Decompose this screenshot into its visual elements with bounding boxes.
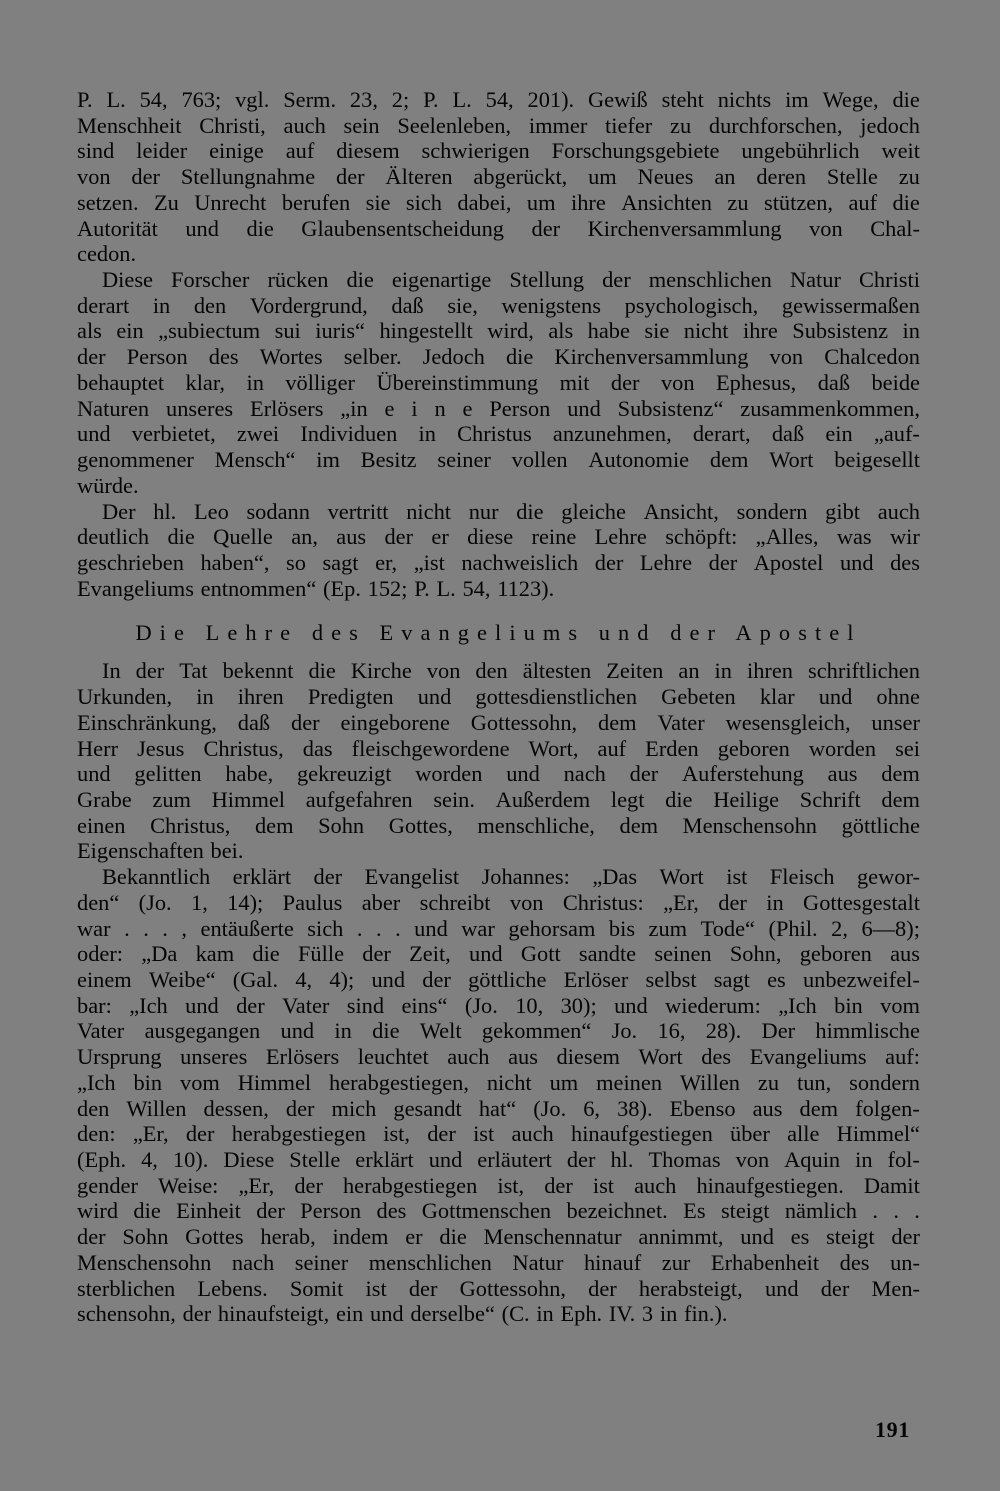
text-line: derart in den Vordergrund, daß sie, wenigstens psychologisch, gewissermaßen <box>77 292 920 318</box>
section-heading: Die Lehre des Evangeliums und der Apostel <box>135 620 862 646</box>
text-line: der Person des Wortes selber. Jedoch die Kirchenversammlung von Chalcedon <box>77 344 920 370</box>
page-number: 191 <box>875 1417 910 1442</box>
text-line: Evangeliums entnommen“ (Ep. 152; P. L. 54, 1123). <box>77 575 555 601</box>
text-line: Ursprung unseres Erlösers leuchtet auch aus diesem Wort des Evangeliums auf: <box>77 1044 920 1070</box>
text-line: cedon. <box>77 241 137 267</box>
text-line: und gelitten habe, gekreuzigt worden und nach der Auferstehung aus dem <box>77 761 920 787</box>
text-line: den“ (Jo. 1, 14); Paulus aber schreibt von Christus: „Er, der in Gottesgestalt <box>77 889 920 915</box>
paragraph <box>77 864 920 1327</box>
text-line: Autorität und die Glaubensentscheidung der Kirchenversammlung von Chal- <box>77 215 920 241</box>
paragraph <box>77 499 920 602</box>
text-line: genommener Mensch“ im Besitz seiner vollen Autonomie dem Wort beigesellt <box>77 447 920 473</box>
text-line: einen Christus, dem Sohn Gottes, menschliche, dem Menschensohn göttliche <box>77 812 920 838</box>
text-line: Der hl. Leo sodann vertritt nicht nur die gleiche Ansicht, sondern gibt auch <box>102 498 920 524</box>
text-line: behauptet klar, in völliger Übereinstimmung mit der von Ephesus, daß beide <box>77 369 920 395</box>
text-line: und verbietet, zwei Individuen in Christus anzunehmen, derart, daß ein „auf- <box>77 421 920 447</box>
text-line: setzen. Zu Unrecht berufen sie sich dabei, um ihre Ansichten zu stützen, auf die <box>77 189 920 215</box>
text-line: Vater ausgegangen und in die Welt gekommen“ Jo. 16, 28). Der himmlische <box>77 1018 920 1044</box>
text-line: den Willen dessen, der mich gesandt hat“ (Jo. 6, 38). Ebenso aus dem folgen- <box>77 1095 920 1121</box>
text-line: Urkunden, in ihren Predigten und gottesdienstlichen Gebeten klar und ohne <box>77 684 920 710</box>
text-line: Bekanntlich erklärt der Evangelist Johannes: „Das Wort ist Fleisch gewor- <box>102 864 920 890</box>
text-line: Menschensohn nach seiner menschlichen Natur hinauf zur Erhabenheit des un- <box>77 1249 920 1275</box>
paragraph <box>77 267 920 498</box>
text-line: (Eph. 4, 10). Diese Stelle erklärt und erläutert der hl. Thomas von Aquin in fol- <box>77 1147 920 1173</box>
text-line: geschrieben haben“, so sagt er, „ist nachweislich der Lehre der Apostel und des <box>77 549 920 575</box>
text-line: In der Tat bekennt die Kirche von den ältesten Zeiten an in ihren schriftlichen <box>102 658 920 684</box>
text-line: wird die Einheit der Person des Gottmenschen bezeichnet. Es steigt nämlich . . . <box>77 1198 920 1224</box>
text-line: sterblichen Lebens. Somit ist der Gottessohn, der herabsteigt, und der Men- <box>77 1275 920 1301</box>
text-line: Eigenschaften bei. <box>77 838 244 864</box>
text-line: einem Weibe“ (Gal. 4, 4); und der göttliche Erlöser selbst sagt es unbezweifel- <box>77 967 920 992</box>
text-line: der Sohn Gottes herab, indem er die Menschennatur annimmt, und es steigt der <box>77 1224 920 1250</box>
text-line: „Ich bin vom Himmel herabgestiegen, nicht um meinen Willen zu tun, sondern <box>77 1069 920 1095</box>
text-line: von der Stellungnahme der Älteren abgerückt, um Neues an deren Stelle zu <box>77 164 920 190</box>
text-line: würde. <box>77 472 139 498</box>
text-line: Menschheit Christi, auch sein Seelenleben, immer tiefer zu durchforschen, jedoch <box>77 112 920 138</box>
text-line: oder: „Da kam die Fülle der Zeit, und Gott sandte seinen Sohn, geboren aus <box>77 941 920 967</box>
text-line: Herr Jesus Christus, das fleischgewordene Wort, auf Erden geboren worden sei <box>77 735 920 761</box>
text-line: war . . . , entäußerte sich . . . und war gehorsam bis zum Tode“ (Phil. 2, 6—8); <box>77 915 920 941</box>
text-line: Einschränkung, daß der eingeborene Gottessohn, dem Vater wesensgleich, unser <box>77 709 920 735</box>
text-line: Naturen unseres Erlösers „in e i n e Person und Subsistenz“ zusammenkommen, <box>77 395 920 421</box>
text-line: den: „Er, der herabgestiegen ist, der ist auch hinaufgestiegen über alle Himmel“ <box>77 1121 920 1147</box>
paragraph <box>77 87 920 267</box>
text-line: deutlich die Quelle an, aus der er diese reine Lehre schöpft: „Alles, was wir <box>77 524 920 550</box>
text-line: Diese Forscher rücken die eigenartige Stellung der menschlichen Natur Christi <box>102 267 920 293</box>
text-line: bar: „Ich und der Vater sind eins“ (Jo. 10, 30); und wiederum: „Ich bin vom <box>77 992 920 1018</box>
text-line: als ein „subiectum sui iuris“ hingestellt wird, als habe sie nicht ihre Subsistenz in <box>77 318 920 344</box>
text-line: schensohn, der hinaufsteigt, ein und derselbe“ (C. in Eph. IV. 3 in fin.). <box>77 1301 728 1327</box>
text-line: Grabe zum Himmel aufgefahren sein. Außerdem legt die Heilige Schrift dem <box>77 786 920 812</box>
text-line: gender Weise: „Er, der herabgestiegen ist, der ist auch hinaufgestiegen. Damit <box>77 1172 920 1198</box>
text-line: sind leider einige auf diesem schwierigen Forschungsgebiete ungebührlich weit <box>77 138 920 164</box>
text-line: P. L. 54, 763; vgl. Serm. 23, 2; P. L. 54, 201). Gewiß steht nichts im Wege, die <box>77 87 920 112</box>
body-text <box>77 87 920 1327</box>
paragraph <box>77 658 920 864</box>
